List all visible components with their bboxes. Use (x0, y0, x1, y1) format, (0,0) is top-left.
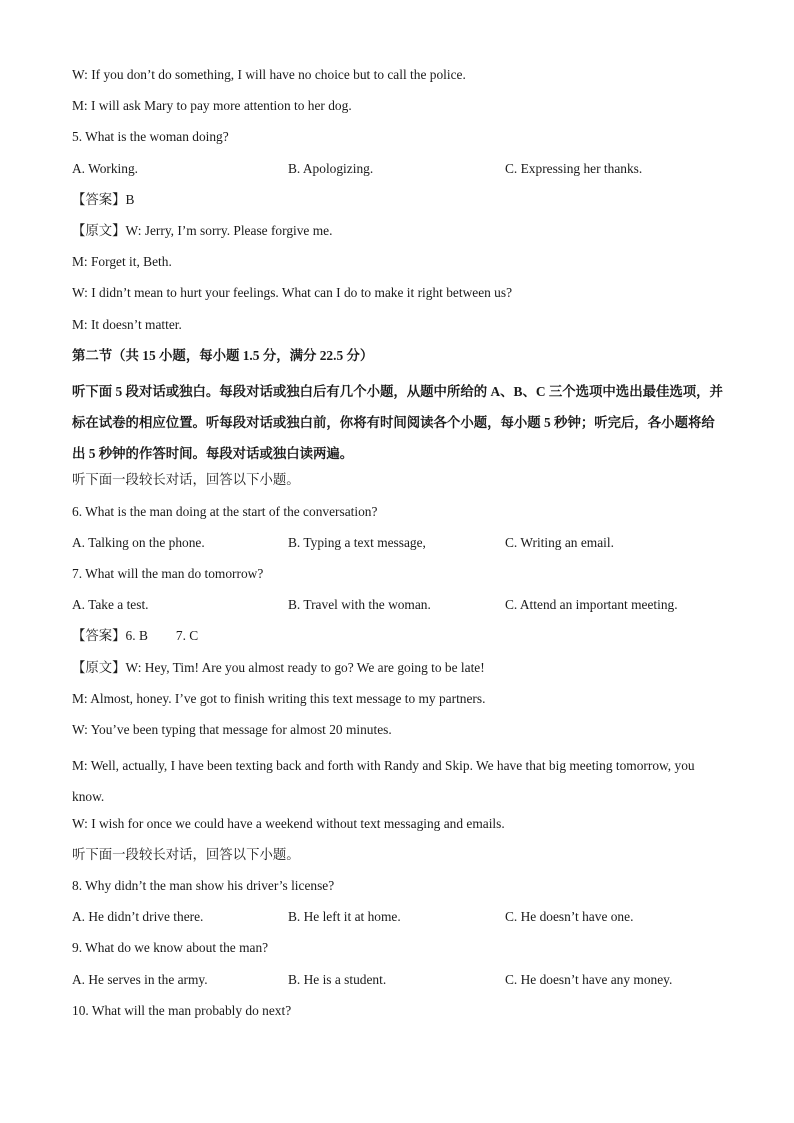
transcript-line: M: Almost, honey. I’ve got to finish writing this text message to my partners. (72, 690, 486, 706)
question-6-options (72, 532, 724, 563)
transcript-line: 【原文】W: Jerry, I’m sorry. Please forgive me. (72, 222, 333, 238)
listen-prompt: 听下面一段较长对话，回答以下小题。 (72, 846, 300, 862)
option-c: C. He doesn’t have one. (505, 909, 634, 925)
transcript-line: M: Well, actually, I have been texting back and forth with Randy and Skip. We have that big meeting tomorrow, you know. (72, 758, 695, 805)
option-a: A. Talking on the phone. (72, 534, 205, 550)
transcript-line: W: I wish for once we could have a weekend without text messaging and emails. (72, 815, 505, 831)
question-8-options (72, 906, 724, 937)
section-heading: 第二节（共 15 小题，每小题 1.5 分，满分 22.5 分） (72, 347, 374, 363)
transcript-line: 【原文】W: Hey, Tim! Are you almost ready to go? We are going to be late! (72, 659, 485, 675)
option-b: B. Typing a text message, (288, 534, 426, 550)
question-5: 5. What is the woman doing? (72, 129, 229, 145)
question-9: 9. What do we know about the man? (72, 940, 269, 956)
listen-prompt: 听下面一段较长对话，回答以下小题。 (72, 472, 300, 488)
question-10: 10. What will the man probably do next? (72, 1002, 292, 1018)
option-c: C. Attend an important meeting. (505, 597, 678, 613)
option-b: B. He is a student. (288, 971, 387, 987)
answer-6-7 (72, 625, 724, 656)
question-9-options (72, 969, 724, 1000)
question-5-options (72, 158, 724, 189)
dialogue-line: W: If you don’t do something, I will have no choice but to call the police. (72, 67, 466, 82)
section-instructions: 听下面 5 段对话或独白。每段对话或独白后有几个小题，从题中所给的 A、B、C 三个选项中选出最佳选项，并标在试卷的相应位置。听每段对话或独白前，你将有时间阅读各个小题，每小题 5 秒钟；听完后，各小题将给出 5 秒钟的作答时间。每段对话或独白读两遍。 (72, 383, 723, 462)
transcript-line: M: Forget it, Beth. (72, 254, 172, 270)
question-6: 6. What is the man doing at the start of the conversation? (72, 503, 378, 519)
transcript-line: W: I didn’t mean to hurt your feelings. What can I do to make it right between us? (72, 285, 513, 301)
option-b: B. Travel with the woman. (288, 597, 431, 613)
option-a: A. He serves in the army. (72, 971, 208, 987)
dialogue-line: M: I will ask Mary to pay more attention to her dog. (72, 98, 352, 114)
question-7: 7. What will the man do tomorrow? (72, 566, 264, 582)
option-b: B. He left it at home. (288, 909, 401, 925)
transcript-line: W: You’ve been typing that message for almost 20 minutes. (72, 721, 392, 737)
option-a: A. Take a test. (72, 597, 149, 613)
document-page (72, 64, 724, 1031)
question-8: 8. Why didn’t the man show his driver’s license? (72, 877, 335, 893)
answer-7: 7. C (175, 628, 199, 644)
answer-6: 【答案】6. B (72, 628, 148, 644)
answer-5: 【答案】B (72, 191, 135, 207)
transcript-line: M: It doesn’t matter. (72, 316, 182, 332)
option-a: A. Working. (72, 160, 138, 176)
option-b: B. Apologizing. (288, 160, 374, 176)
question-7-options (72, 594, 724, 625)
option-c: C. Expressing her thanks. (505, 160, 643, 176)
option-c: C. Writing an email. (505, 534, 614, 550)
option-a: A. He didn’t drive there. (72, 909, 204, 925)
option-c: C. He doesn’t have any money. (505, 971, 673, 987)
